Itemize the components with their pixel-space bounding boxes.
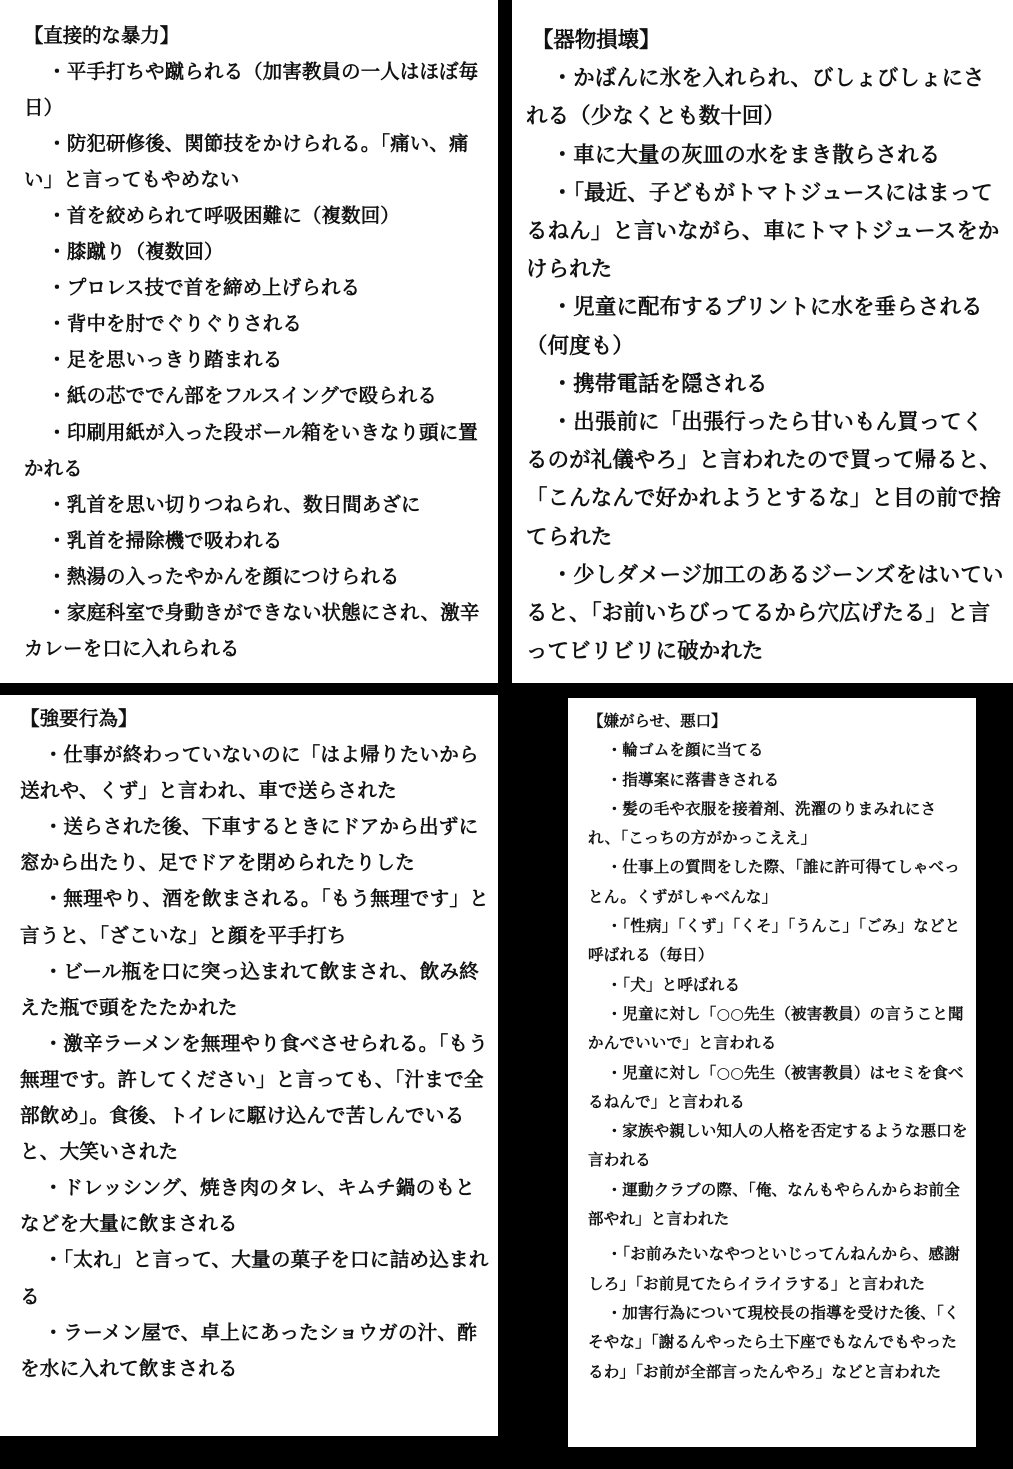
list-item: ・携帯電話を隠される [551, 371, 768, 397]
list-item: ・家庭科室で身動きができない状態にされ、激辛カレーを口に入れられる [24, 600, 480, 660]
list-item: ・輪ゴムを顔に当てる [606, 741, 764, 760]
list-item: ・加害行為について現校長の指導を受けた後、「くそやな」「謝るんやったら土下座でもなんでもやったるわ」「お前が全部言ったんやろ」などと言われた [588, 1303, 960, 1381]
list-item: ・乳首を思い切りつねられ、数日間あざに [47, 492, 421, 516]
panel-direct-violence [0, 0, 498, 683]
list-item: ・「太れ」と言って、大量の菓子を口に詰め込まれる [20, 1248, 489, 1308]
list-item: ・無理やり、酒を飲まされる。「もう無理です」と言うと、「ざこいな」と顔を平手打ち [20, 887, 489, 947]
list-item: ・仕事が終わっていないのに「はよ帰りたいから送れや、くず」と言われ、車で送らされた [20, 743, 479, 803]
list-item: ・首を絞められて呼吸困難に（複数回） [47, 204, 400, 228]
section-title: 【直接的な暴力】 [24, 24, 180, 47]
section-title: 【強要行為】 [20, 707, 138, 730]
list-item: ・「性病」「くず」「くそ」「うんこ」「ごみ」などと呼ばれる（毎日） [588, 917, 961, 965]
list-item: ・家族や親しい知人の人格を否定するような悪口を言われる [588, 1122, 968, 1170]
list-item: ・かばんに氷を入れられ、びしょびしょにされる（少なくとも数十回） [526, 66, 985, 130]
list-item: ・印刷用紙が入った段ボール箱をいきなり頭に置かれる [24, 420, 478, 480]
list-item: ・髪の毛や衣服を接着剤、洗濯のりまみれにされ、「こっちの方がかっこええ」 [588, 799, 937, 848]
list-item: ・膝蹴り（複数回） [47, 240, 224, 264]
list-item: ・児童に対し「○○先生（被害教員）の言うこと聞かんでいいで」と言われる [588, 1004, 964, 1053]
list-item: ・指導案に落書きされる [606, 770, 780, 789]
list-item: ・ビール瓶を口に突っ込まれて飲まされ、飲み終えた瓶で頭をたたかれた [20, 959, 479, 1019]
list-item: ・ラーメン屋で、卓上にあったショウガの汁、酢を水に入れて飲まされる [20, 1320, 478, 1380]
list-item: ・紙の芯ででん部をフルスイングで殴られる [47, 384, 437, 408]
section-title: 【嫌がらせ、悪口】 [588, 712, 727, 730]
section-title: 【器物損壊】 [532, 28, 661, 53]
list-item: ・車に大量の灰皿の水をまき散らされる [551, 142, 941, 168]
list-item: ・熱湯の入ったやかんを顔につけられる [47, 564, 400, 588]
list-item: ・「犬」と呼ばれる [606, 975, 741, 994]
list-item: ・運動クラブの際、「俺、なんもやらんからお前全部やれ」と言われた [588, 1180, 960, 1229]
panel-harassment-insults [568, 698, 976, 1447]
list-item: ・少しダメージ加工のあるジーンズをはいていると、「お前いちびってるから穴広げたる」と言ってビリビリに破かれた [526, 562, 1004, 665]
panel-coercion [0, 695, 498, 1436]
list-item: ・激辛ラーメンを無理やり食べさせられる。「もう無理です。許してください」と言っても、「汁まで全部飲め」。食後、トイレに駆け込んで苦しんでいると、大笑いされた [20, 1031, 488, 1164]
list-item: ・「お前みたいなやつといじってんねんから、感謝しろ」「お前見てたらイライラする」と言われた [588, 1245, 960, 1293]
list-item: ・児童に対し「○○先生（被害教員）はセミを食べるねんで」と言われる [588, 1063, 964, 1111]
list-item: ・平手打ちや蹴られる（加害教員の一人はほぼ毎日） [24, 60, 479, 120]
list-item: ・防犯研修後、関節技をかけられる。「痛い、痛い」と言ってもやめない [24, 132, 469, 192]
list-item: ・乳首を掃除機で吸われる [47, 528, 283, 552]
list-item: ・背中を肘でぐりぐりされる [47, 312, 302, 336]
list-item: ・ドレッシング、焼き肉のタレ、キムチ鍋のもとなどを大量に飲まされる [20, 1176, 475, 1236]
list-item: ・足を思いっきり踏まれる [47, 348, 283, 372]
list-item: ・「最近、子どもがトマトジュースにはまってるねん」と言いながら、車にトマトジュースをかけられた [526, 180, 1000, 283]
list-item: ・仕事上の質問をした際、「誰に許可得てしゃべっとん。くずがしゃべんな」 [588, 858, 960, 906]
list-item: ・送らされた後、下車するときにドアから出ずに窓から出たり、足でドアを閉められたりした [20, 815, 479, 875]
list-item: ・出張前に「出張行ったら甘いもん買ってくるのが礼儀やろ」と言われたので買って帰ると、「こんなんで好かれようとするな」と目の前で捨てられた [526, 410, 1001, 550]
list-item: ・児童に配布するプリントに水を垂らされる（何度も） [526, 295, 983, 359]
list-item: ・プロレス技で首を締め上げられる [47, 276, 361, 300]
panel-property-damage [512, 0, 1013, 683]
